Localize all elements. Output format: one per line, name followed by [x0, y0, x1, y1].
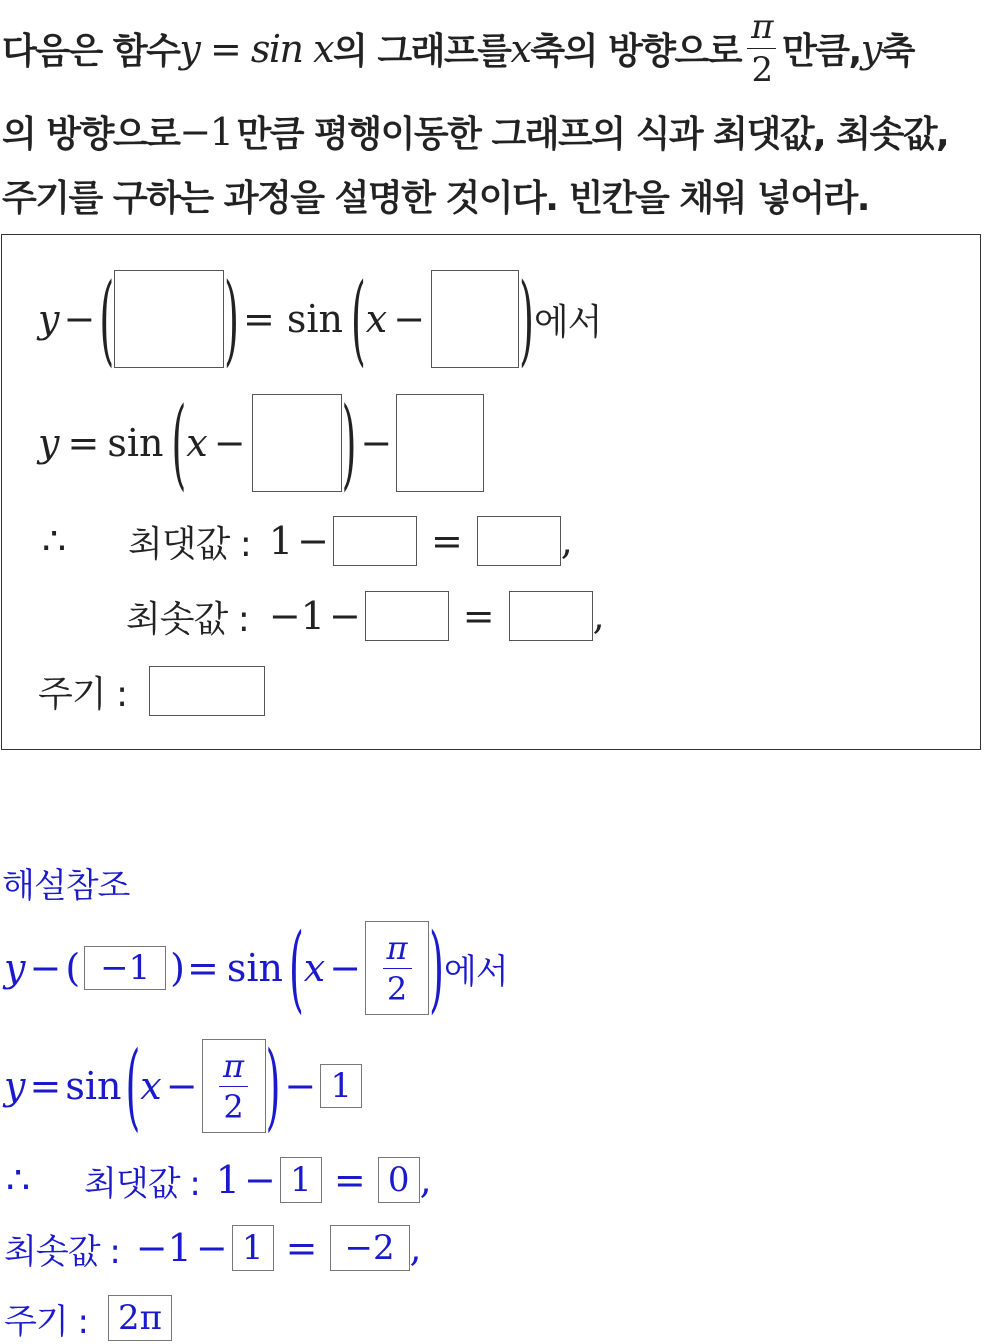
answer-box: 1 [232, 1225, 274, 1271]
minus-sign: − [213, 421, 246, 465]
solution-period-row [4, 1294, 172, 1342]
problem-text: 축의 방향으로 [530, 31, 742, 72]
one-value: 1 [268, 519, 294, 563]
left-paren: ( [99, 261, 115, 377]
pi-over-2-fraction: $\frac{\pi}{2}$ [219, 1050, 248, 1123]
min-label: 최솟값 : [4, 1231, 120, 1272]
minus-sign: − [393, 297, 426, 341]
box-min-row [126, 590, 605, 642]
max-label: 최댓값 : [84, 1163, 200, 1204]
minus-sign: − [284, 1064, 317, 1108]
comma: , [409, 1226, 422, 1270]
minus-one-value: −1 [268, 594, 325, 638]
y-variable: y [4, 1064, 26, 1108]
pi-over-2-fraction: $\frac{\pi}{2}$ [747, 10, 776, 87]
problem-text: 의 방향으로 [2, 114, 180, 155]
solution-min-row [4, 1224, 422, 1272]
answer-blank[interactable] [477, 516, 561, 566]
minus-sign: − [29, 946, 62, 990]
sin-function: sin [107, 421, 164, 465]
left-paren: ( [350, 261, 366, 377]
minus-sign: − [243, 1158, 276, 1202]
problem-line-1 [2, 7, 914, 90]
period-label: 주기 : [4, 1301, 88, 1342]
right-paren: ) [519, 261, 534, 377]
answer-blank[interactable] [509, 591, 593, 641]
solution-max-row [6, 1156, 432, 1204]
solution-equation-1 [4, 913, 508, 1023]
y-variable: y [38, 297, 60, 341]
x-variable: x [510, 26, 531, 71]
equals-sign: = [333, 1158, 366, 1202]
problem-text: 의 그래프를 [333, 31, 511, 72]
y-variable: y [860, 26, 881, 71]
problem-text: 축 [880, 31, 914, 72]
therefore-symbol: ∴ [6, 1158, 31, 1202]
equals-sign: = [67, 421, 100, 465]
answer-box: 2π [108, 1295, 172, 1341]
answer-blank[interactable] [252, 394, 342, 492]
minus-sign: − [63, 297, 96, 341]
box-period-row [38, 665, 265, 717]
answer-blank[interactable] [114, 270, 224, 368]
problem-text: 만큼, [781, 31, 861, 72]
answer-blank[interactable] [365, 591, 449, 641]
box-max-row [42, 515, 573, 567]
answer-box: 1 [280, 1157, 322, 1203]
problem-text: 다음은 함수 [2, 31, 180, 72]
equals-sign: = [242, 297, 275, 341]
left-paren: ( [65, 946, 81, 990]
problem-line-3 [2, 170, 869, 221]
right-paren: ) [265, 1031, 281, 1141]
right-paren: ) [224, 261, 239, 377]
comma: , [419, 1158, 432, 1202]
left-paren: ( [125, 1031, 141, 1141]
function-expression: y = sin x [179, 26, 334, 71]
x-variable: x [140, 1064, 162, 1108]
answer-box: −1 [84, 946, 166, 990]
answer-box [365, 921, 429, 1015]
answer-box [202, 1039, 266, 1133]
solution-equation-2 [4, 1031, 362, 1141]
right-paren: ) [429, 913, 444, 1023]
minus-sign: − [297, 519, 329, 563]
x-variable: x [303, 946, 326, 990]
problem-text: 주기를 구하는 과정을 설명한 것이다. 빈칸을 채워 넣어라. [2, 178, 869, 219]
sin-function: sin [226, 946, 283, 990]
minus-sign: − [195, 1226, 228, 1270]
minus-sign: − [360, 421, 393, 465]
problem-box [1, 234, 981, 750]
equals-sign: = [186, 946, 219, 990]
pi-over-2-fraction: $\frac{\pi}{2}$ [383, 932, 412, 1005]
sin-function: sin [65, 1064, 122, 1108]
minus-sign: − [165, 1064, 198, 1108]
comma: , [592, 594, 605, 638]
answer-blank[interactable] [431, 270, 519, 368]
sin-function: sin [286, 297, 343, 341]
answer-box: −2 [330, 1225, 410, 1271]
eq-suffix: 에서 [533, 301, 602, 343]
answer-blank[interactable] [149, 666, 265, 716]
right-paren: ) [170, 946, 185, 990]
problem-text: 만큼 평행이동한 그래프의 식과 최댓값, 최솟값, [236, 114, 949, 155]
equals-sign: = [29, 1064, 62, 1108]
answer-box: 0 [378, 1157, 420, 1203]
x-variable: x [186, 421, 208, 465]
solution-title: 해설참조 [2, 866, 130, 906]
box-equation-1 [38, 261, 602, 377]
answer-blank[interactable] [333, 516, 417, 566]
y-variable: y [4, 946, 26, 990]
equals-sign: = [430, 519, 463, 563]
max-label: 최댓값 : [128, 523, 251, 565]
x-variable: x [365, 297, 388, 341]
minus-sign: − [328, 594, 361, 638]
shift-amount: −1 [179, 109, 233, 154]
problem-line-2 [2, 106, 948, 157]
eq-suffix: 에서 [443, 951, 508, 992]
therefore-symbol: ∴ [42, 519, 67, 563]
left-paren: ( [171, 385, 187, 501]
box-equation-2 [38, 385, 484, 501]
one-value: 1 [215, 1158, 240, 1202]
period-label: 주기 : [38, 673, 128, 715]
min-label: 최솟값 : [126, 598, 249, 640]
left-paren: ( [288, 913, 304, 1023]
answer-blank[interactable] [396, 394, 484, 492]
minus-sign: − [329, 946, 362, 990]
comma: , [560, 519, 573, 563]
right-paren: ) [341, 385, 357, 501]
equals-sign: = [462, 594, 495, 638]
equals-sign: = [285, 1226, 318, 1270]
minus-one-value: −1 [135, 1226, 192, 1270]
answer-box: 1 [320, 1064, 362, 1108]
y-variable: y [38, 421, 60, 465]
